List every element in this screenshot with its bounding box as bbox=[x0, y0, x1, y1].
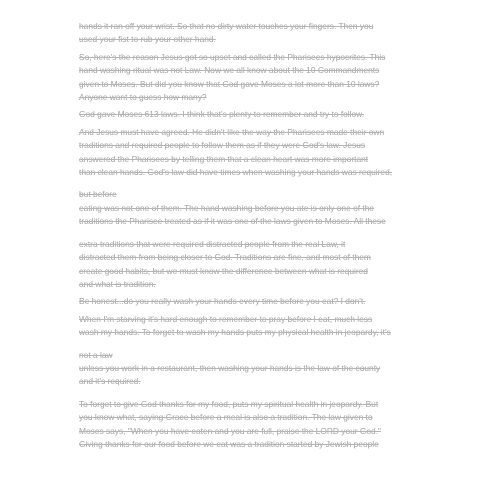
text-line: and it's required. bbox=[79, 376, 141, 387]
text-line: So, here's the reason Jesus got so upset and called the Pharisees hypocrites. This bbox=[79, 51, 386, 62]
text-line: traditions and required people to follow them as if they were God's law. Jesus bbox=[79, 140, 366, 151]
document-page bbox=[79, 20, 429, 451]
text-line: Giving thanks for our food before we eat was a tradition started by Jewish people bbox=[79, 438, 379, 449]
text-line: hand washing ritual was not Law. Now we all know about the 10 Commandments bbox=[79, 65, 380, 76]
text-line: unless you work in a restaurant, then washing your hands is the law of the county bbox=[79, 362, 381, 373]
text-line: you know what, saying Grace before a meal is also a tradition. The law given to bbox=[79, 412, 373, 423]
text-line: traditions the Pharisee treated as if it was one of the laws given to Moses. All these bbox=[79, 216, 386, 227]
text-line: distracted them from being closer to God. Traditions are fine, and most of them bbox=[79, 252, 371, 263]
text-line: To forget to give God thanks for my food, puts my spiritual health in jeopardy. But bbox=[79, 398, 379, 409]
text-line: given to Moses. But did you know that God gave Moses a lot more than 10 laws? bbox=[79, 78, 380, 89]
text-line: and what is tradition. bbox=[79, 278, 156, 289]
text-line: God gave Moses 613 laws. I think that's plenty to remember and try to follow. bbox=[79, 109, 365, 120]
text-line: And Jesus must have agreed. He didn't like the way the Pharisees made their own bbox=[79, 126, 385, 137]
text-line: create good habits, but we must know the difference between what is required bbox=[79, 265, 368, 276]
text-line: When I'm starving it's hard enough to remember to pray before I eat, much less bbox=[79, 313, 373, 324]
text-line: Be honest...do you really wash your hands every time before you eat? I don't. bbox=[79, 296, 366, 307]
text-line: but before bbox=[79, 189, 117, 200]
text-line: not a law bbox=[79, 349, 113, 360]
text-line: used your fist to rub your other hand. bbox=[79, 34, 216, 45]
text-line: hands it ran off your wrist. So that no dirty water touches your fingers. Then you bbox=[79, 21, 374, 31]
text-line: extra traditions that were required distracted people from the real Law, it bbox=[79, 238, 346, 249]
text-line: eating was not one of them. The hand washing before you ate is only one of the bbox=[79, 202, 375, 213]
text-line: than clean hands. God's law did have times when washing your hands was required, bbox=[79, 167, 393, 178]
text-line: wash my hands. To forget to wash my hands puts my physical health in jeopardy, it's bbox=[79, 327, 391, 338]
text-line: Anyone want to guess how many? bbox=[79, 92, 207, 103]
text-line: answered the Pharisees by telling them that a clean heart was more important bbox=[79, 153, 369, 164]
text-line: Moses says, "When you have eaten and you are full, praise the LORD your God." bbox=[79, 425, 382, 436]
